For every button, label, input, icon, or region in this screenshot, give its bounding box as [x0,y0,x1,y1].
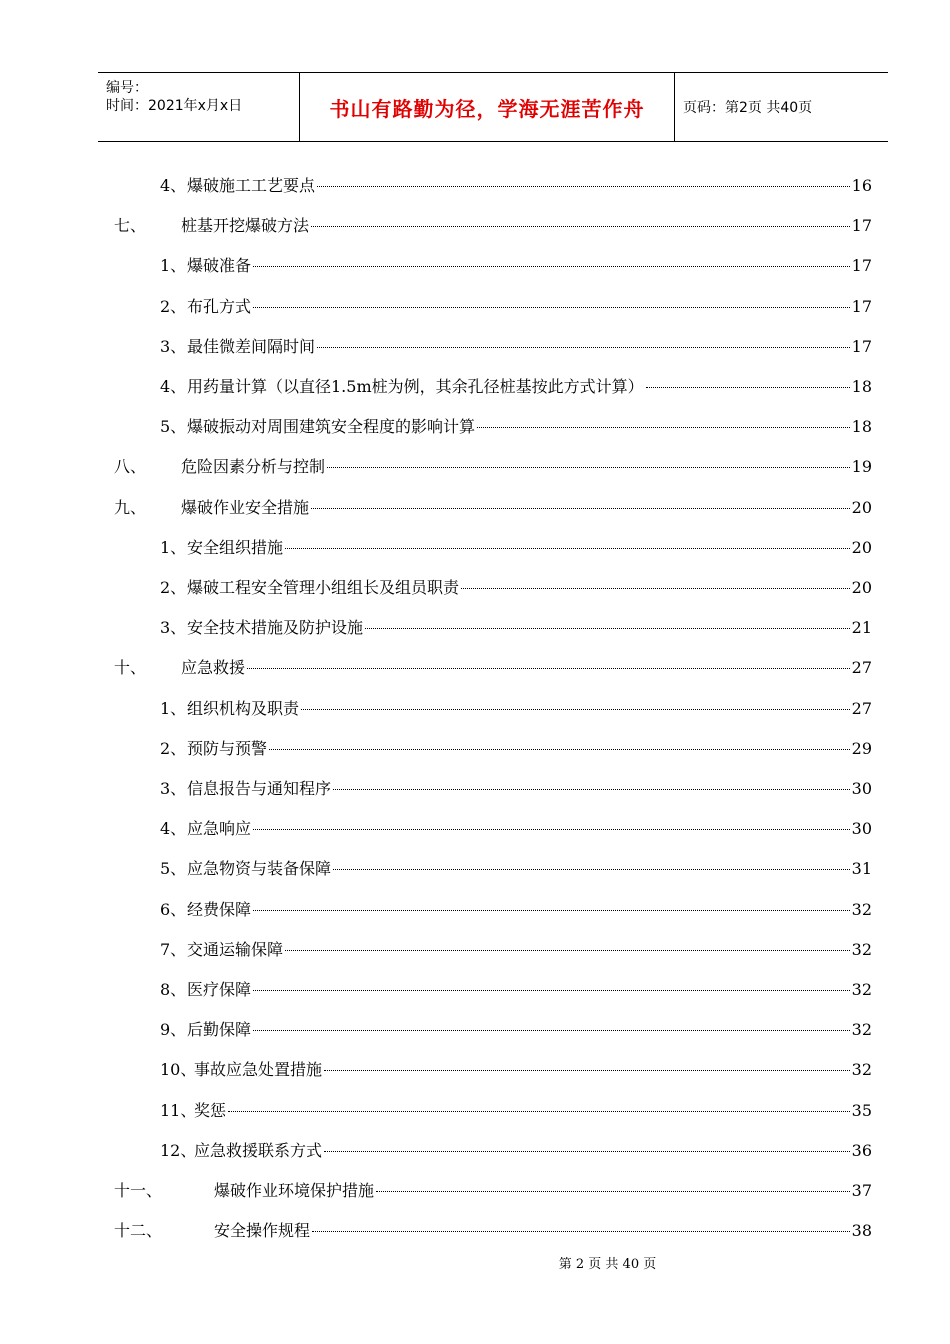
toc-entry-page: 16 [851,176,872,195]
toc-dot-leader [253,1030,850,1031]
toc-dot-leader [333,789,850,790]
toc-entry-number: 6、 [160,900,187,919]
toc-entry-title: 爆破振动对周围建筑安全程度的影响计算 [187,417,476,436]
toc-entry-title: 后勤保障 [187,1020,252,1039]
toc-entry-title: 交通运输保障 [187,940,284,959]
toc-entry-title: 安全技术措施及防护设施 [187,618,364,637]
toc-entry-title: 信息报告与通知程序 [187,779,332,798]
toc-entry-title: 应急救援联系方式 [194,1141,323,1160]
toc-dot-leader [311,508,850,509]
toc-entry[interactable] [0,657,950,679]
toc-dot-leader [327,467,850,468]
toc-entry-title: 布孔方式 [187,297,252,316]
toc-entry-page: 27 [851,699,872,718]
toc-entry-number: 十、 [114,658,147,677]
toc-entry-page: 37 [851,1181,872,1200]
toc-entry-number: 八、 [114,457,147,476]
toc-entry-page: 17 [851,337,872,356]
toc-entry-title: 爆破作业安全措施 [181,498,310,517]
footer-page-number: 第 2 页 共 40 页 [558,1257,657,1272]
toc-entry-number: 9、 [160,1020,187,1039]
toc-entry-number: 1、 [160,538,187,557]
toc-entry-page: 32 [851,900,872,919]
toc-entry[interactable] [0,215,950,237]
toc-entry[interactable] [0,336,950,358]
toc-entry[interactable] [0,456,950,478]
toc-entry-page: 32 [851,1020,872,1039]
toc-dot-leader [311,226,850,227]
toc-dot-leader [646,387,850,388]
toc-entry-number: 4、 [160,377,187,396]
toc-entry[interactable] [0,497,950,519]
toc-entry-number: 4、 [160,176,187,195]
toc-entry-title: 安全操作规程 [214,1221,311,1240]
toc-entry-number: 12、 [160,1141,197,1160]
toc-dot-leader [253,829,850,830]
toc-dot-leader [317,347,850,348]
toc-entry-page: 17 [851,216,872,235]
toc-entry-number: 十一、 [114,1181,163,1200]
toc-dot-leader [253,910,850,911]
toc-entry-page: 38 [851,1221,872,1240]
toc-dot-leader [247,668,850,669]
toc-entry[interactable] [0,939,950,961]
toc-entry-title: 爆破准备 [187,256,252,275]
toc-entry[interactable] [0,255,950,277]
toc-entry-number: 8、 [160,980,187,999]
toc-entry-title: 爆破作业环境保护措施 [214,1181,375,1200]
toc-entry-page: 18 [851,417,872,436]
toc-entry-number: 3、 [160,618,187,637]
header-meta [98,73,300,141]
toc-entry-page: 20 [851,578,872,597]
toc-entry-page: 35 [851,1101,872,1120]
toc-entry[interactable] [0,416,950,438]
toc-entry-number: 11、 [160,1101,197,1120]
toc-entry-title: 危险因素分析与控制 [181,457,326,476]
toc-dot-leader [461,588,850,589]
toc-entry-number: 5、 [160,417,187,436]
toc-dot-leader [228,1111,850,1112]
toc-entry-page: 30 [851,779,872,798]
toc-dot-leader [317,186,850,187]
toc-entry-number: 1、 [160,699,187,718]
toc-entry-number: 2、 [160,739,187,758]
toc-entry[interactable] [0,1180,950,1202]
header-motto: 书山有路勤为径，学海无涯苦作舟 [300,73,675,141]
toc-entry-page: 18 [851,377,872,396]
toc-entry-number: 2、 [160,297,187,316]
toc-entry-title: 应急响应 [187,819,252,838]
page-header [98,72,888,142]
toc-dot-leader [333,869,850,870]
toc-entry[interactable] [0,296,950,318]
toc-dot-leader [376,1191,850,1192]
toc-entry-title: 爆破工程安全管理小组组长及组员职责 [187,578,460,597]
toc-entry-page: 32 [851,1060,872,1079]
toc-dot-leader [253,266,850,267]
toc-entry[interactable] [0,1220,950,1242]
toc-entry-number: 1、 [160,256,187,275]
toc-dot-leader [312,1231,850,1232]
toc-entry-title: 医疗保障 [187,980,252,999]
toc-entry[interactable] [0,1059,950,1081]
header-page-info: 页码：第2页 共40页 [683,100,813,116]
toc-entry-number: 4、 [160,819,187,838]
toc-entry-title: 事故应急处置措施 [194,1060,323,1079]
toc-entry[interactable] [0,1100,950,1122]
toc-entry-page: 17 [851,297,872,316]
toc-entry-page: 31 [851,859,872,878]
toc-dot-leader [285,548,850,549]
toc-entry-title: 最佳微差间隔时间 [187,337,316,356]
toc-entry-page: 36 [851,1141,872,1160]
toc-entry-number: 七、 [114,216,147,235]
toc-dot-leader [324,1070,850,1071]
toc-entry-page: 29 [851,739,872,758]
toc-dot-leader [269,749,850,750]
page-footer [0,1253,950,1272]
toc-entry-title: 预防与预警 [187,739,268,758]
toc-entry[interactable] [0,577,950,599]
toc-entry[interactable] [0,698,950,720]
toc-dot-leader [365,628,850,629]
toc-entry-number: 10、 [160,1060,197,1079]
toc-entry-page: 20 [851,498,872,517]
toc-dot-leader [324,1151,850,1152]
toc-dot-leader [285,950,850,951]
toc-entry-page: 20 [851,538,872,557]
document-time-label: 时间：2021年x月x日 [106,98,243,114]
toc-entry-title: 安全组织措施 [187,538,284,557]
toc-entry-number: 5、 [160,859,187,878]
toc-entry-page: 32 [851,980,872,999]
toc-entry[interactable] [0,818,950,840]
toc-entry-page: 27 [851,658,872,677]
toc-entry-page: 17 [851,256,872,275]
toc-entry-number: 7、 [160,940,187,959]
toc-entry-title: 用药量计算（以直径1.5m桩为例，其余孔径桩基按此方式计算） [187,377,644,396]
toc-entry-title: 经费保障 [187,900,252,919]
toc-entry-page: 19 [851,457,872,476]
toc-dot-leader [253,990,850,991]
toc-dot-leader [253,307,850,308]
toc-dot-leader [477,427,850,428]
toc-entry-page: 21 [851,618,872,637]
document-number-label: 编号： [106,80,148,96]
toc-entry-title: 爆破施工工艺要点 [187,176,316,195]
toc-entry-title: 奖惩 [194,1101,227,1120]
toc-entry-number: 十二、 [114,1221,163,1240]
toc-entry-page: 30 [851,819,872,838]
toc-entry[interactable] [0,778,950,800]
toc-entry[interactable] [0,858,950,880]
toc-entry[interactable] [0,537,950,559]
toc-entry-page: 32 [851,940,872,959]
toc-entry[interactable] [0,617,950,639]
toc-entry-title: 桩基开挖爆破方法 [181,216,310,235]
toc-entry[interactable] [0,899,950,921]
toc-entry[interactable] [0,1140,950,1162]
toc-dot-leader [301,709,850,710]
toc-entry-number: 2、 [160,578,187,597]
toc-entry[interactable] [0,1019,950,1041]
toc-entry-number: 3、 [160,337,187,356]
toc-entry-title: 应急物资与装备保障 [187,859,332,878]
toc-entry[interactable] [0,738,950,760]
toc-entry-number: 九、 [114,498,147,517]
toc-entry-title: 组织机构及职责 [187,699,300,718]
toc-entry-number: 3、 [160,779,187,798]
toc-entry-title: 应急救援 [181,658,246,677]
toc-entry[interactable] [0,376,950,398]
toc-entry[interactable] [0,979,950,1001]
toc-entry[interactable] [0,175,950,197]
